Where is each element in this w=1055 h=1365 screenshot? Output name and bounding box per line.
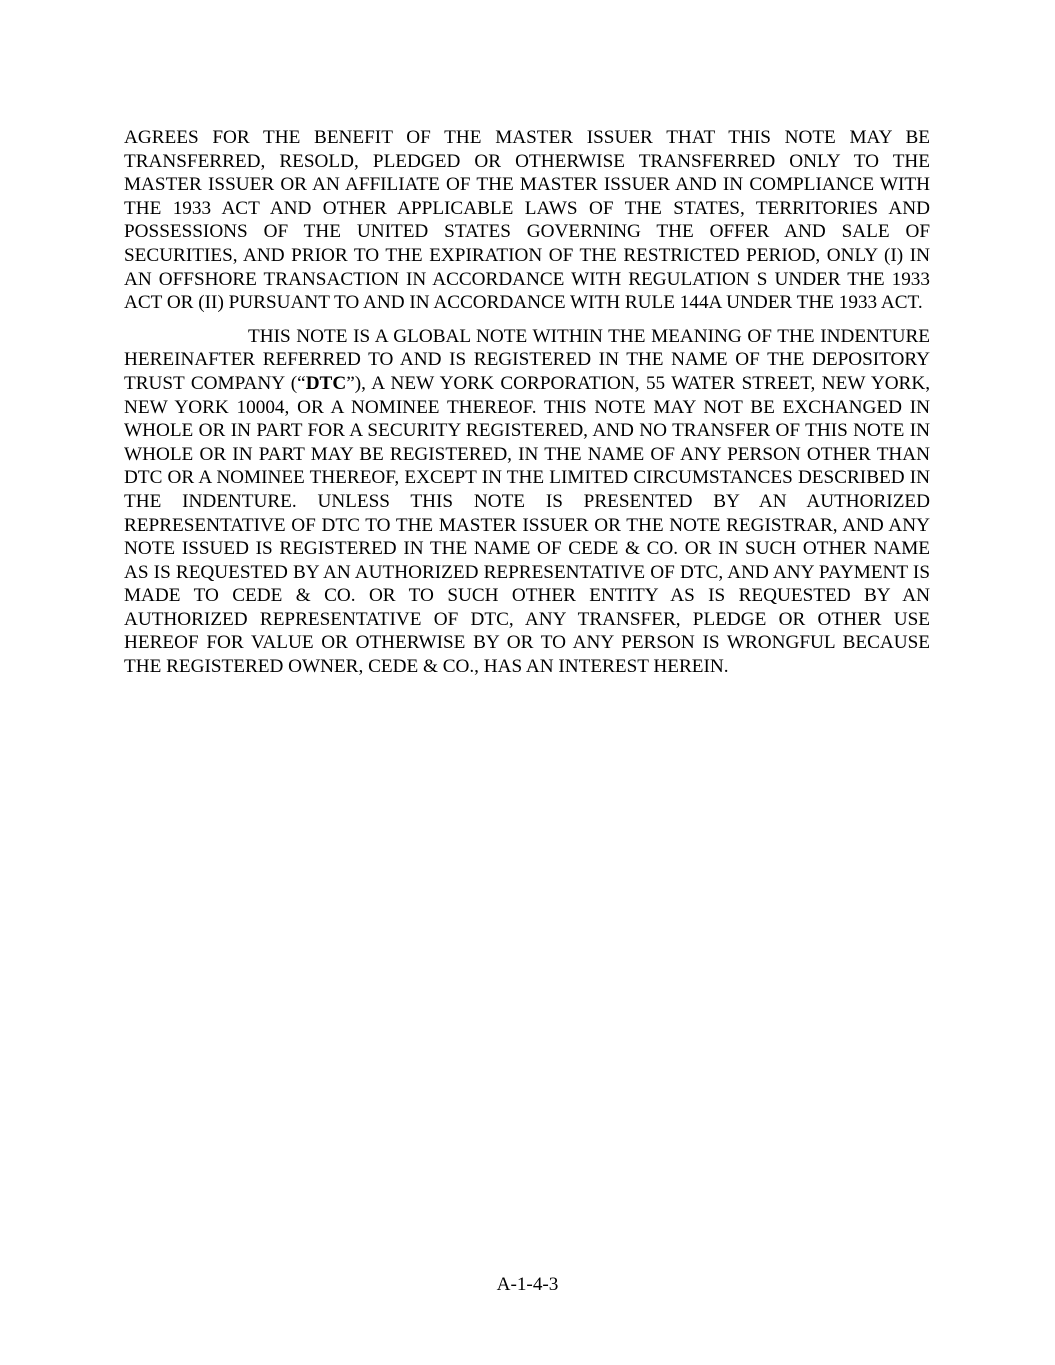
- paragraph-transfer-restrictions: AGREES FOR THE BENEFIT OF THE MASTER ISSUER THAT THIS NOTE MAY BE TRANSFERRED, RESOLD, PLEDGED OR OTHERWISE TRANSFERRED ONLY TO THE MASTER ISSUER OR AN AFFILIATE OF THE MASTER ISSUER AND IN COMPLIANCE WITH THE 1933 ACT AND OTHER APPLICABLE LAWS OF THE STATES, TERRITORIES AND POSSESSIONS OF THE UNITED STATES GOVERNING THE OFFER AND SALE OF SECURITIES, AND PRIOR TO THE EXPIRATION OF THE RESTRICTED PERIOD, ONLY (I) IN AN OFFSHORE TRANSACTION IN ACCORDANCE WITH REGULATION S UNDER THE 1933 ACT OR (II) PURSUANT TO AND IN ACCORDANCE WITH RULE 144A UNDER THE 1933 ACT.: [124, 127, 930, 314]
- paragraph-text-before-term: THIS NOTE IS A GLOBAL NOTE WITHIN THE MEANING OF THE INDENTURE HEREINAFTER REFERRED TO AND IS REGISTERED IN THE NAME OF THE DEPOSITORY TRUST COMPANY (“: [124, 325, 930, 394]
- paragraph-global-note-legend: [124, 325, 930, 679]
- paragraph-text-after-term: ”), A NEW YORK CORPORATION, 55 WATER STREET, NEW YORK, NEW YORK 10004, OR A NOMINEE THEREOF. THIS NOTE MAY NOT BE EXCHANGED IN WHOLE OR IN PART FOR A SECURITY REGISTERED, AND NO TRANSFER OF THIS NOTE IN WHOLE OR IN PART MAY BE REGISTERED, IN THE NAME OF ANY PERSON OTHER THAN DTC OR A NOMINEE THEREOF, EXCEPT IN THE LIMITED CIRCUMSTANCES DESCRIBED IN THE INDENTURE. UNLESS THIS NOTE IS PRESENTED BY AN AUTHORIZED REPRESENTATIVE OF DTC TO THE MASTER ISSUER OR THE NOTE REGISTRAR, AND ANY NOTE ISSUED IS REGISTERED IN THE NAME OF CEDE & CO. OR IN SUCH OTHER NAME AS IS REQUESTED BY AN AUTHORIZED REPRESENTATIVE OF DTC, AND ANY PAYMENT IS MADE TO CEDE & CO. OR TO SUCH OTHER ENTITY AS IS REQUESTED BY AN AUTHORIZED REPRESENTATIVE OF DTC, ANY TRANSFER, PLEDGE OR OTHER USE HEREOF FOR VALUE OR OTHERWISE BY OR TO ANY PERSON IS WRONGFUL BECAUSE THE REGISTERED OWNER, CEDE & CO., HAS AN INTEREST HEREIN.: [124, 372, 930, 678]
- page-number: A-1-4-3: [496, 1274, 559, 1295]
- document-body: [124, 126, 930, 679]
- defined-term-dtc: DTC: [305, 372, 347, 394]
